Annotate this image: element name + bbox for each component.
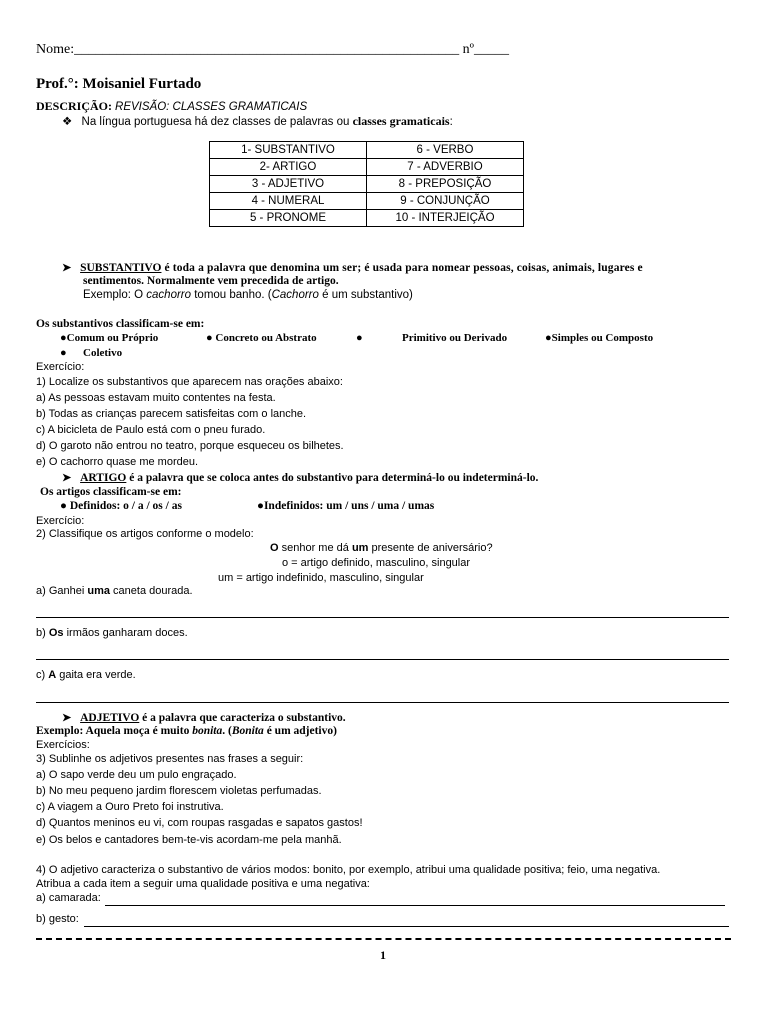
- example-text: Exemplo: O: [83, 289, 147, 301]
- arrow-bullet-icon: ➤: [62, 472, 72, 484]
- table-cell: 5 - PRONOME: [210, 210, 367, 227]
- exercise-label: Exercício:: [36, 515, 85, 527]
- substantivo-type: ●Comum ou Próprio: [60, 332, 159, 344]
- arrow-bullet-icon: ➤: [62, 262, 72, 274]
- item-text: gaita era verde.: [56, 669, 136, 681]
- intro-text-bold: classes gramaticais: [352, 114, 450, 128]
- answer-line[interactable]: [36, 617, 729, 618]
- item-bold: uma: [87, 585, 110, 597]
- list-item: a) As pessoas estavam muito contentes na festa.: [36, 392, 276, 404]
- item-bold: A: [48, 669, 57, 681]
- intro-text-start: Na língua portuguesa há dez classes de palavras ou: [81, 116, 353, 128]
- item-text: c): [36, 669, 49, 681]
- substantivo-type: ●Simples ou Composto: [545, 332, 654, 344]
- table-row: [210, 176, 524, 193]
- gesto-answer-line[interactable]: [84, 926, 729, 927]
- table-cell: 3 - ADJETIVO: [210, 176, 367, 193]
- page-number: 1: [380, 948, 386, 962]
- model-line-2: um = artigo indefinido, masculino, singular: [218, 572, 424, 584]
- camarada-answer-line[interactable]: [105, 905, 725, 906]
- artigo-item-b: [36, 627, 188, 639]
- item-text: b): [36, 627, 49, 639]
- example-text: tomou banho. (: [191, 289, 272, 301]
- item-bold: Os: [48, 627, 64, 639]
- description-title: REVISÃO: CLASSES GRAMATICAIS: [115, 101, 308, 113]
- example-text: . (: [222, 725, 232, 737]
- example-text: é um adjetivo): [263, 725, 337, 737]
- substantivo-classify-title: Os substantivos classificam-se em:: [36, 318, 205, 330]
- model-text: senhor me dá: [278, 542, 352, 554]
- list-item: a) O sapo verde deu um pulo engraçado.: [36, 769, 237, 781]
- bullet-icon: ●: [60, 347, 67, 359]
- model-bold: O: [270, 542, 279, 554]
- item-text: caneta dourada.: [110, 585, 193, 597]
- artigo-item-a: [36, 585, 193, 597]
- camarada-label: a) camarada:: [36, 892, 101, 904]
- list-item: b) Todas as crianças parecem satisfeitas com o lanche.: [36, 408, 307, 420]
- exercises-label: Exercícios:: [36, 739, 90, 751]
- diamond-bullet-icon: ❖: [62, 116, 73, 128]
- arrow-bullet-icon: ➤: [62, 712, 72, 724]
- table-cell: 1- SUBSTANTIVO: [210, 142, 367, 159]
- list-item: e) O cachorro quase me mordeu.: [36, 456, 199, 468]
- table-cell: 9 - CONJUNÇÃO: [367, 193, 524, 210]
- bullet-icon: ●: [356, 332, 363, 344]
- answer-line[interactable]: [36, 659, 729, 660]
- list-item: c) A bicicleta de Paulo está com o pneu furado.: [36, 424, 266, 436]
- table-row: [210, 193, 524, 210]
- substantivo-type: Coletivo: [83, 347, 123, 359]
- classes-table: [209, 141, 524, 227]
- adjetivo-def: é a palavra que caracteriza o substantivo.: [139, 712, 346, 724]
- dashed-separator: [36, 938, 731, 940]
- example-word: Cachorro: [271, 289, 319, 301]
- artigo-classify-title: Os artigos classificam-se em:: [40, 486, 182, 498]
- name-field-line[interactable]: Nome:_______________________________________________________ nº_____: [36, 42, 509, 57]
- example-word: cachorro: [146, 289, 192, 301]
- table-row: [210, 142, 524, 159]
- description-heading: [36, 99, 307, 114]
- model-text: presente de aniversário?: [368, 542, 493, 554]
- table-cell: 6 - VERBO: [367, 142, 524, 159]
- item-text: irmãos ganharam doces.: [63, 627, 188, 639]
- adjetivo-definition: [62, 711, 346, 724]
- adjetivo-example: [36, 725, 337, 737]
- substantivo-term: SUBSTANTIVO: [80, 262, 162, 274]
- example-word: bonita: [192, 725, 223, 737]
- artigo-definition: [62, 471, 538, 484]
- question-4-instruction: Atribua a cada item a seguir uma qualidade positiva e uma negativa:: [36, 878, 370, 890]
- example-text: é um substantivo): [318, 289, 413, 301]
- example-word: Bonita: [231, 725, 264, 737]
- artigo-item-c: [36, 669, 136, 681]
- table-cell: 10 - INTERJEIÇÃO: [367, 210, 524, 227]
- intro-text-end: :: [449, 116, 453, 128]
- artigo-definidos: ● Definidos: o / a / os / as: [60, 500, 182, 512]
- gesto-label: b) gesto:: [36, 913, 79, 925]
- substantivo-def-line1: é toda a palavra que denomina um ser; é usada para nomear pessoas, coisas, animais, lugares e: [161, 262, 643, 274]
- question-2: 2) Classifique os artigos conforme o modelo:: [36, 528, 254, 540]
- table-cell: 7 - ADVERBIO: [367, 159, 524, 176]
- example-text: Exemplo: Aquela moça é muito: [36, 725, 193, 737]
- item-text: a) Ganhei: [36, 585, 88, 597]
- exercise-label: Exercício:: [36, 361, 85, 373]
- substantivo-def-line2: sentimentos. Normalmente vem precedida de artigo.: [83, 275, 339, 287]
- table-row: [210, 159, 524, 176]
- substantivo-type: Primitivo ou Derivado: [402, 332, 508, 344]
- table-cell: 8 - PREPOSIÇÃO: [367, 176, 524, 193]
- teacher-name: Prof.°: Moisaniel Furtado: [36, 76, 202, 92]
- table-row: [210, 210, 524, 227]
- model-bold: um: [351, 542, 369, 554]
- artigo-def: é a palavra que se coloca antes do substantivo para determiná-lo ou indeterminá-lo.: [126, 472, 539, 484]
- model-sentence: [270, 542, 493, 554]
- description-label: DESCRIÇÃO:: [36, 99, 116, 113]
- substantivo-type: ● Concreto ou Abstrato: [206, 332, 317, 344]
- artigo-term: ARTIGO: [80, 472, 127, 484]
- table-cell: 2- ARTIGO: [210, 159, 367, 176]
- list-item: d) O garoto não entrou no teatro, porque esqueceu os bilhetes.: [36, 440, 344, 452]
- question-4: 4) O adjetivo caracteriza o substantivo de vários modos: bonito, por exemplo, atribui uma qualidade positiva; feio, uma negativa.: [36, 864, 661, 876]
- substantivo-definition: [62, 261, 643, 274]
- adjetivo-term: ADJETIVO: [80, 712, 140, 724]
- intro-sentence: [62, 114, 453, 129]
- question-3: 3) Sublinhe os adjetivos presentes nas frases a seguir:: [36, 753, 304, 765]
- artigo-indefinidos: ●Indefinidos: um / uns / uma / umas: [257, 500, 435, 512]
- answer-line[interactable]: [36, 702, 729, 703]
- table-cell: 4 - NUMERAL: [210, 193, 367, 210]
- question-1: 1) Localize os substantivos que aparecem nas orações abaixo:: [36, 376, 343, 388]
- list-item: c) A viagem a Ouro Preto foi instrutiva.: [36, 801, 224, 813]
- list-item: e) Os belos e cantadores bem-te-vis acordam-me pela manhã.: [36, 834, 342, 846]
- list-item: d) Quantos meninos eu vi, com roupas rasgadas e sapatos gastos!: [36, 817, 363, 829]
- model-line-1: o = artigo definido, masculino, singular: [282, 557, 471, 569]
- substantivo-example: [83, 289, 413, 301]
- list-item: b) No meu pequeno jardim florescem violetas perfumadas.: [36, 785, 322, 797]
